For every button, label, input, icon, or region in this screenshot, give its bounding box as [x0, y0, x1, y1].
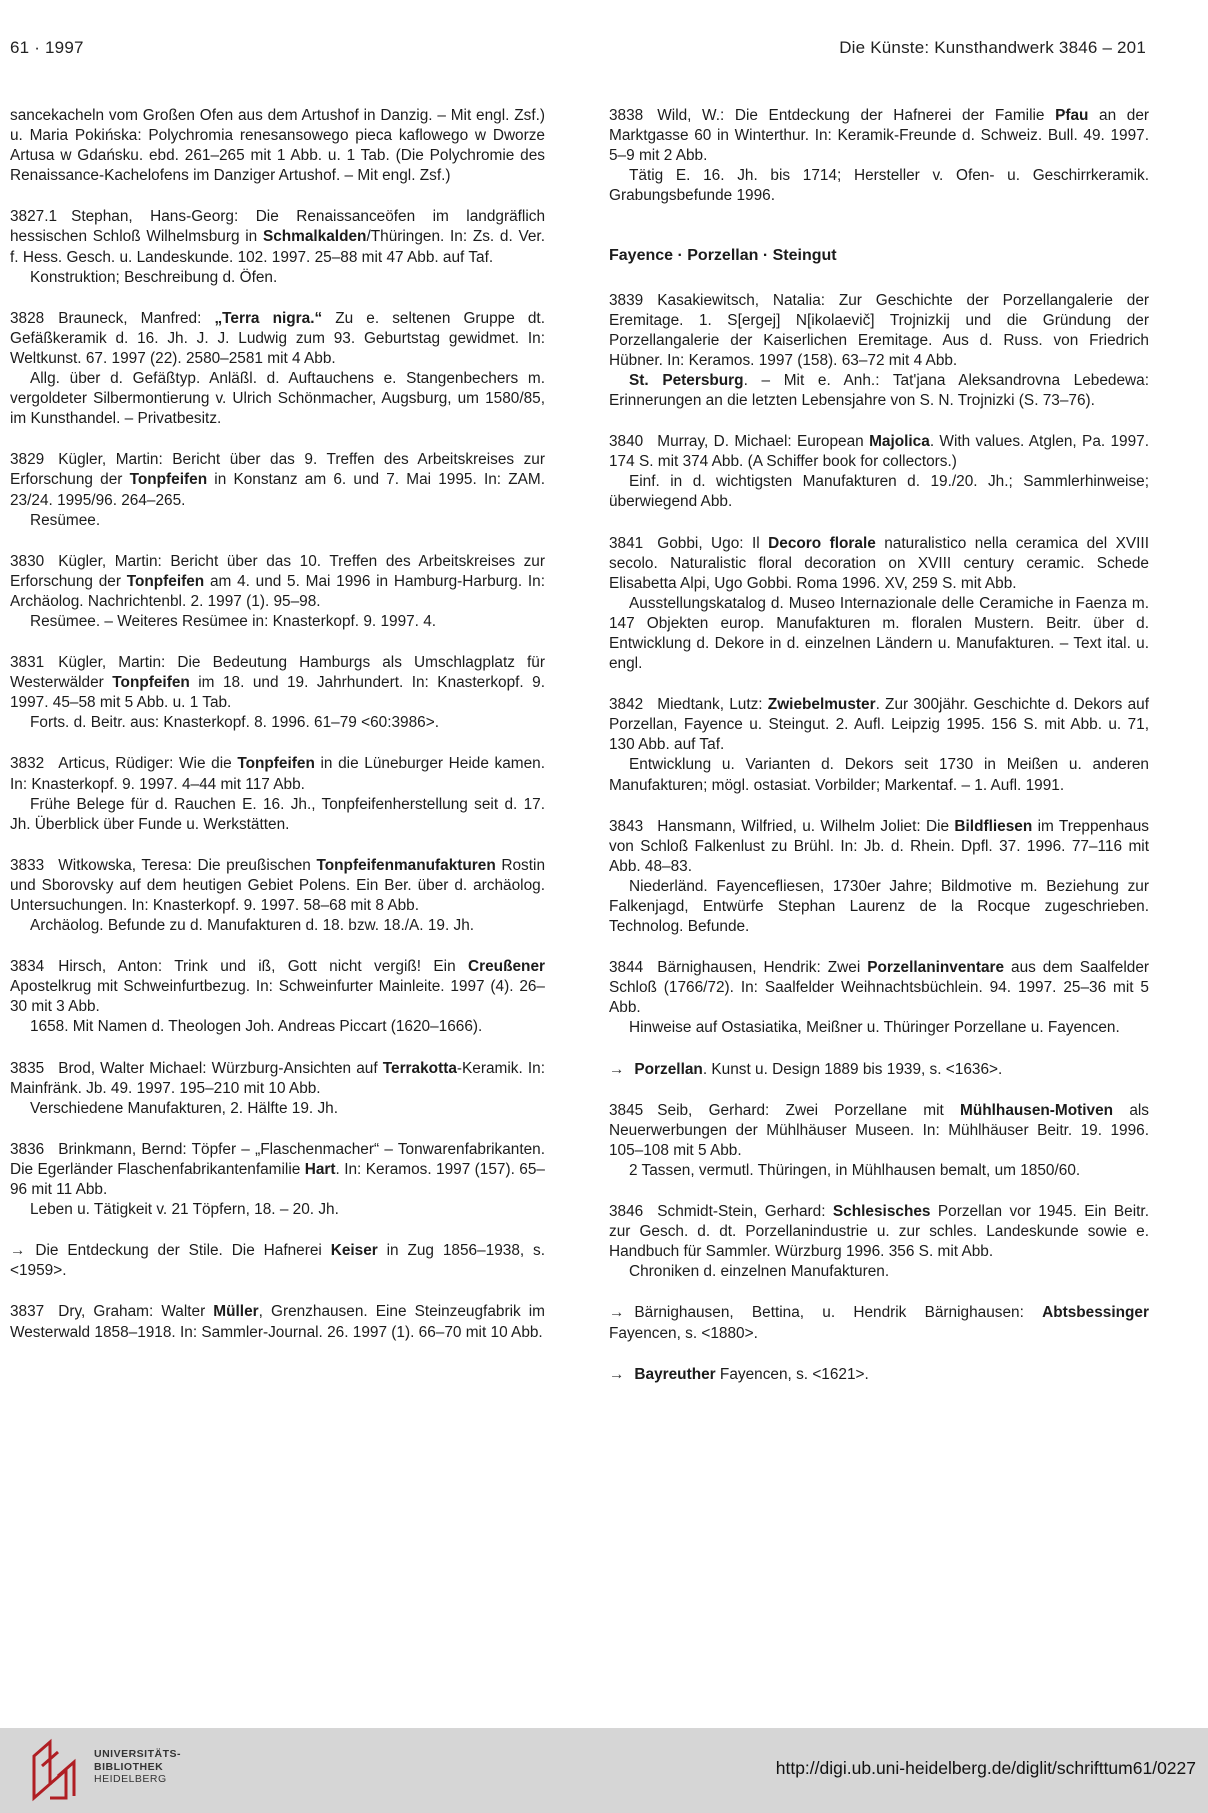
cross-reference — [609, 1060, 1149, 1080]
entry-keyword: Bildfliesen — [954, 817, 1033, 835]
entry-text: Brod, Walter Michael: Würzburg-Ansichten auf — [58, 1059, 383, 1077]
entry-keyword: Tonpfeifen — [126, 572, 205, 590]
entry-number: 3830 — [10, 552, 45, 570]
entry-keyword: Tonpfeifenmanufakturen — [316, 856, 496, 874]
entry-text: am 4. und 5. Mai 1996 in Hamburg-Harburg. In: Archäolog. Nachrichtenbl. 2. 1997 (1). 95–98. — [10, 572, 545, 610]
entry-number: 3831 — [10, 654, 45, 672]
entry-text: Gobbi, Ugo: Il — [657, 534, 769, 552]
bibliography-entry — [10, 207, 545, 287]
entry-keyword: Terrakotta — [382, 1059, 457, 1077]
entry-text: . With values. Atglen, Pa. 1997. 174 S. mit 374 Abb. (A Schiffer book for collectors.) — [609, 433, 1149, 471]
entry-annotation: Konstruktion; Beschreibung d. Öfen. — [30, 268, 278, 286]
bibliography-entry — [609, 291, 1149, 412]
entry-text: Schmidt-Stein, Gerhard: — [657, 1203, 833, 1221]
right-column — [609, 106, 1149, 1406]
entry-text: Brauneck, Manfred: — [58, 309, 215, 327]
bibliography-entry — [10, 1140, 545, 1220]
page-header-right: Die Künste: Kunsthandwerk 3846 – 201 — [839, 38, 1146, 57]
entry-text: Hansmann, Wilfried, u. Wilhelm Joliet: Die — [657, 817, 955, 835]
entry-text: -Keramik. In: Mainfränk. Jb. 49. 1997. 195–210 mit 10 Abb. — [10, 1059, 545, 1097]
entry-text: . – Mit e. Anh.: Tat'jana Aleksandrovna Lebedewa: Erinnerungen an die letzten Lebensjahre von S. N. Trojnizki (S. 73–76). — [609, 371, 1149, 410]
entry-keyword: Zwiebelmuster — [767, 696, 876, 714]
entry-text: Kasakiewitsch, Natalia: Zur Geschichte der Porzellangalerie der Eremitage. 1. S[ergej] N[ikolaevič] Trojnizkij und die Gründung der Porzellangalerie der Kaiserlichen Eremitage. Aus d. Russ. von Friedrich Hübner. In: Keramos. 1997 (158). 63–72 mit 4 Abb. — [609, 291, 1149, 369]
entry-number: 3832 — [10, 755, 45, 773]
entry-keyword: Tonpfeifen — [237, 755, 315, 773]
entry-annotation: Verschiedene Manufakturen, 2. Hälfte 19. Jh. — [30, 1099, 339, 1117]
entry-annotation: Entwicklung u. Varianten d. Dekors seit 1730 in Meißen u. anderen Manufakturen; mögl. ostasiat. Vorbilder; Markentaf. – 1. Aufl. 1991. — [609, 756, 1149, 794]
entry-text: Hirsch, Anton: Trink und iß, Gott nicht vergiß! Ein — [58, 958, 469, 976]
entry-text: Kügler, Martin: Die Bedeutung Hamburgs als Umschlagplatz für Westerwälder — [10, 654, 545, 692]
entry-annotation: Forts. d. Beitr. aus: Knasterkopf. 8. 1996. 61–79 <60:3986>. — [30, 714, 439, 732]
entry-text: Bärnighausen, Hendrik: Zwei — [657, 959, 868, 977]
entry-keyword: Hart — [304, 1160, 336, 1178]
reference-text: Fayencen, s. <1621>. — [715, 1365, 869, 1383]
bibliography-entry — [609, 106, 1149, 206]
entry-number: 3841 — [609, 534, 644, 552]
entry-annotation: Einf. in d. wichtigsten Manufakturen d. 19./20. Jh.; Sammlerhinweise; überwiegend Abb. — [609, 473, 1149, 511]
entry-number: 3846 — [609, 1203, 644, 1221]
entry-annotation: Frühe Belege für d. Rauchen E. 16. Jh., Tonpfeifenherstellung seit d. 17. Jh. Überblick über Funde u. Werkstätten. — [10, 795, 545, 833]
cross-reference — [609, 1303, 1149, 1343]
entry-text: Kügler, Martin: Bericht über das 10. Treffen des Arbeitskreises zur Erforschung der — [10, 552, 545, 590]
entry-text: Zu e. seltenen Gruppe dt. Gefäßkeramik d. 16. Jh. J. J. Ludwig zum 93. Geburtstag gewidmet. In: Weltkunst. 67. 1997 (22). 2580–2581 mit 4 Abb. — [10, 309, 545, 367]
bibliography-entry — [10, 1302, 545, 1342]
entry-annotation: Allg. über d. Gefäßtyp. Anläßl. d. Auftauchens e. Stangenbechers m. vergoldeter Silbermontierung v. Ulrich Schönmacher, Augsburg, um 1580/85, im Kunsthandel. – Privatbesitz. — [10, 370, 545, 428]
entry-body: sancekacheln vom Großen Ofen aus dem Artushof in Danzig. – Mit engl. Zsf.) u. Maria Pokińska: Polychromia renesansowego pieca kaflowego w Dworze Artusa w Gdańsku. ebd. 261–265 mit 1 Abb. u. 1 Tab. (Die Polychromie des Renaissance-Kachelofens im Danziger Artushof. – Mit engl. Zsf.) — [10, 107, 545, 185]
entry-annotation: Resümee. — [30, 511, 101, 529]
reference-keyword: Porzellan — [634, 1060, 703, 1078]
entry-text: Dry, Graham: Walter — [58, 1303, 214, 1321]
library-name-line: HEIDELBERG — [94, 1773, 167, 1785]
entry-text: im Treppenhaus von Schloß Falkenlust zu Brühl. In: Jb. d. Rhein. Dpfl. 37. 1996. 77–116 mit Abb. 48–83. — [609, 817, 1149, 875]
entry-number: 3833 — [10, 856, 45, 874]
entry-text: Stephan, Hans-Georg: Die Renaissanceöfen im landgräflich hessischen Schloß Wilhelmsburg in — [10, 208, 545, 246]
entry-text: Seib, Gerhard: Zwei Porzellane mit — [657, 1101, 961, 1119]
entry-text: , Grenzhausen. Eine Steinzeugfabrik im Westerwald 1858–1918. In: Sammler-Journal. 26. 1997 (1). 66–70 mit 10 Abb. — [10, 1303, 545, 1341]
arrow-right-icon: → — [609, 1365, 625, 1383]
arrow-right-icon: → — [609, 1060, 625, 1078]
section-heading: Fayence · Porzellan · Steingut — [609, 247, 837, 265]
cross-reference — [10, 1241, 545, 1281]
entry-text: Rostin und Sborovsky auf dem heutigen Gebiet Polens. Ein Ber. über d. archäolog. Untersuchungen. In: Knasterkopf. 9. 1997. 58–68 mit 8 Abb. — [10, 856, 545, 914]
entry-keyword: Mühlhausen-Motiven — [960, 1101, 1114, 1119]
entry-keyword: Tonpfeifen — [129, 471, 208, 489]
entry-text: . In: Keramos. 1997 (157). 65–96 mit 11 Abb. — [10, 1160, 545, 1199]
entry-annotation: Ausstellungskatalog d. Museo Internazionale delle Ceramiche in Faenza m. 147 Objekten europ. Manufakturen m. floralen Mustern. Beitr. über d. Entwicklung d. Dekore in d. einzelnen Ländern u. Manufakturen. – Text ital. u. engl. — [609, 594, 1149, 673]
reference-keyword: Bayreuther — [634, 1365, 716, 1383]
bibliography-entry — [10, 957, 545, 1037]
bibliography-entry — [10, 450, 545, 530]
entry-annotation: Niederländ. Fayencefliesen, 1730er Jahre; Bildmotive m. Beziehung zur Falkenjagd, Entwürfe Stephan Laurenz de la Rocque zugeschrieben. Technolog. Befunde. — [609, 877, 1149, 936]
reference-text: Fayencen, s. <1880>. — [609, 1324, 758, 1342]
entry-keyword: Schmalkalden — [262, 228, 367, 246]
arrow-right-icon: → — [10, 1242, 26, 1260]
entry-keyword: Majolica — [869, 433, 930, 451]
entry-text: Apostelkrug mit Schweinfurtbezug. In: Schweinfurter Mainleite. 1997 (4). 26–30 mit 3 Abb. — [10, 978, 545, 1016]
entry-annotation: Tätig E. 16. Jh. bis 1714; Hersteller v. Ofen- u. Geschirrkeramik. Grabungsbefunde 1996. — [609, 167, 1149, 205]
entry-number: 3828 — [10, 309, 45, 327]
entry-text: Kügler, Martin: Bericht über das 9. Treffen des Arbeitskreises zur Erforschung der — [10, 451, 545, 489]
bibliography-entry — [10, 653, 545, 733]
entry-annotation: Leben u. Tätigkeit v. 21 Töpfern, 18. – 20. Jh. — [30, 1201, 339, 1219]
bibliography-entry — [609, 958, 1149, 1038]
entry-text: Miedtank, Lutz: — [657, 696, 768, 714]
bibliography-entry — [10, 106, 545, 186]
bibliography-entry — [609, 534, 1149, 675]
bibliography-entry — [10, 552, 545, 632]
cross-reference — [609, 1365, 1149, 1385]
entry-number: 3844 — [609, 959, 644, 977]
entry-number: 3829 — [10, 451, 45, 469]
bibliography-entry — [10, 309, 545, 430]
entry-annotation: Archäolog. Befunde zu d. Manufakturen d. 18. bzw. 18./A. 19. Jh. — [30, 917, 475, 935]
library-name-line: BIBLIOTHEK — [94, 1760, 164, 1773]
bibliography-entry — [609, 1202, 1149, 1282]
entry-number: 3843 — [609, 817, 644, 835]
entry-text: im 18. und 19. Jahrhundert. In: Knasterkopf. 9. 1997. 45–58 mit 5 Abb. u. 1 Tab. — [10, 674, 546, 712]
page-header-left: 61 · 1997 — [10, 38, 84, 57]
entry-text: in die Lüneburger Heide kamen. In: Knasterkopf. 9. 1997. 4–44 mit 117 Abb. — [10, 755, 545, 793]
entry-text: Witkowska, Teresa: Die preußischen — [58, 856, 317, 874]
library-name — [94, 1748, 181, 1786]
entry-text: Wild, W.: Die Entdeckung der Hafnerei der Familie — [657, 107, 1056, 124]
entry-text: . Zur 300jähr. Geschichte d. Dekors auf Porzellan, Fayence u. Steingut. 2. Aufl. Leipzig 1995. 156 S. mit Abb. u. 71, 130 Abb. auf Taf. — [609, 696, 1149, 754]
entry-keyword: Tonpfeifen — [112, 674, 190, 692]
bibliography-entry — [10, 754, 545, 834]
bibliography-entry — [10, 856, 545, 936]
reference-text: Die Entdeckung der Stile. Die Hafnerei — [35, 1242, 331, 1260]
entry-keyword: „Terra nigra.“ — [214, 309, 323, 327]
reference-keyword: Keiser — [330, 1242, 378, 1260]
entry-text: in Konstanz am 6. und 7. Mai 1995. In: ZAM. 23/24. 1995/96. 264–265. — [10, 471, 545, 509]
reference-text: Bärnighausen, Bettina, u. Hendrik Bärnighausen: — [634, 1304, 1043, 1322]
entry-number: 3836 — [10, 1140, 45, 1158]
reference-keyword: Abtsbessinger — [1042, 1304, 1149, 1322]
entry-keyword: Porzellaninventare — [867, 959, 1005, 977]
bibliography-entry — [609, 1101, 1149, 1181]
entry-annotation: 1658. Mit Namen d. Theologen Joh. Andreas Piccart (1620–1666). — [30, 1018, 483, 1036]
entry-keyword: Pfau — [1055, 107, 1089, 124]
entry-number: 3827.1 — [10, 208, 58, 226]
entry-text: naturalistico nella ceramica del XVIII secolo. Naturalistic floral decoration on XVIII century ceramic. Schede Elisabetta Alpi, Ugo Gobbi. Roma 1996. XV, 259 S. mit Abb. — [609, 534, 1149, 592]
bibliography-entry — [609, 695, 1149, 795]
entry-annotation: Resümee. – Weiteres Resümee in: Knasterkopf. 9. 1997. 4. — [30, 612, 437, 630]
ub-heidelberg-logo-icon — [28, 1736, 88, 1802]
entry-text: Porzellan vor 1945. Ein Beitr. zur Gesch. d. dt. Porzellanindustrie u. zur schles. Landeskunde sowie e. Handbuch für Sammler. Würzburg 1996. 356 S. mit Abb. — [609, 1203, 1149, 1261]
entry-number: 3837 — [10, 1303, 45, 1321]
reference-text: in Zug 1856–1938, s. <1959>. — [10, 1242, 546, 1280]
entry-text: Brinkmann, Bernd: Töpfer – „Flaschenmacher“ – Tonwarenfabrikanten. Die Egerländer Flaschenfabrikantenfamilie — [10, 1140, 545, 1178]
entry-keyword: St. Petersburg — [629, 371, 744, 389]
entry-keyword: Creußener — [468, 958, 545, 976]
entry-keyword: Decoro florale — [768, 534, 876, 552]
reference-text: . Kunst u. Design 1889 bis 1939, s. <1636>. — [702, 1060, 1003, 1078]
entry-annotation: Chroniken d. einzelnen Manufakturen. — [629, 1263, 890, 1281]
source-url-link[interactable]: http://digi.ub.uni-heidelberg.de/diglit/schrifttum61/0227 — [775, 1758, 1196, 1778]
entry-annotation — [609, 371, 1149, 411]
entry-text: aus dem Saalfelder Schloß (1766/72). In: Saalfelder Weihnachtsbüchlein. 94. 1997. 25–36 mit 5 Abb. — [609, 959, 1150, 1017]
entry-number: 3845 — [609, 1101, 644, 1119]
entry-annotation: Hinweise auf Ostasiatika, Meißner u. Thüringer Porzellane u. Fayencen. — [629, 1019, 1120, 1037]
bibliography-entry — [609, 432, 1149, 512]
entry-number: 3834 — [10, 958, 45, 976]
bibliography-entry — [10, 1059, 545, 1119]
left-column — [10, 106, 545, 1364]
entry-number: 3840 — [609, 433, 644, 451]
entry-annotation: 2 Tassen, vermutl. Thüringen, in Mühlhausen bemalt, um 1850/60. — [629, 1161, 1081, 1179]
entry-number: 3839 — [609, 291, 644, 309]
entry-text: Articus, Rüdiger: Wie die — [58, 755, 238, 773]
digitization-footer — [0, 1728, 1208, 1813]
arrow-right-icon: → — [609, 1304, 625, 1322]
entry-number: 3842 — [609, 696, 644, 714]
entry-number: 3838 — [609, 107, 644, 124]
entry-number: 3835 — [10, 1059, 45, 1077]
entry-keyword: Schlesisches — [832, 1203, 931, 1221]
entry-text: Murray, D. Michael: European — [657, 433, 870, 451]
entry-keyword: Müller — [213, 1303, 259, 1321]
bibliography-entry — [609, 817, 1149, 938]
entry-text: /Thüringen. In: Zs. d. Ver. f. Hess. Gesch. u. Landeskunde. 102. 1997. 25–88 mit 47 Abb. auf Taf. — [10, 228, 545, 266]
library-name-line: UNIVERSITÄTS- — [94, 1748, 182, 1760]
entry-text: an der Marktgasse 60 in Winterthur. In: Keramik-Freunde d. Schweiz. Bull. 49. 1997. 5–9 mit 2 Abb. — [609, 107, 1150, 165]
entry-text: als Neuerwerbungen der Mühlhäuser Museen. In: Mühlhäuser Beitr. 19. 1996. 105–108 mit 5 Abb. — [609, 1101, 1149, 1159]
